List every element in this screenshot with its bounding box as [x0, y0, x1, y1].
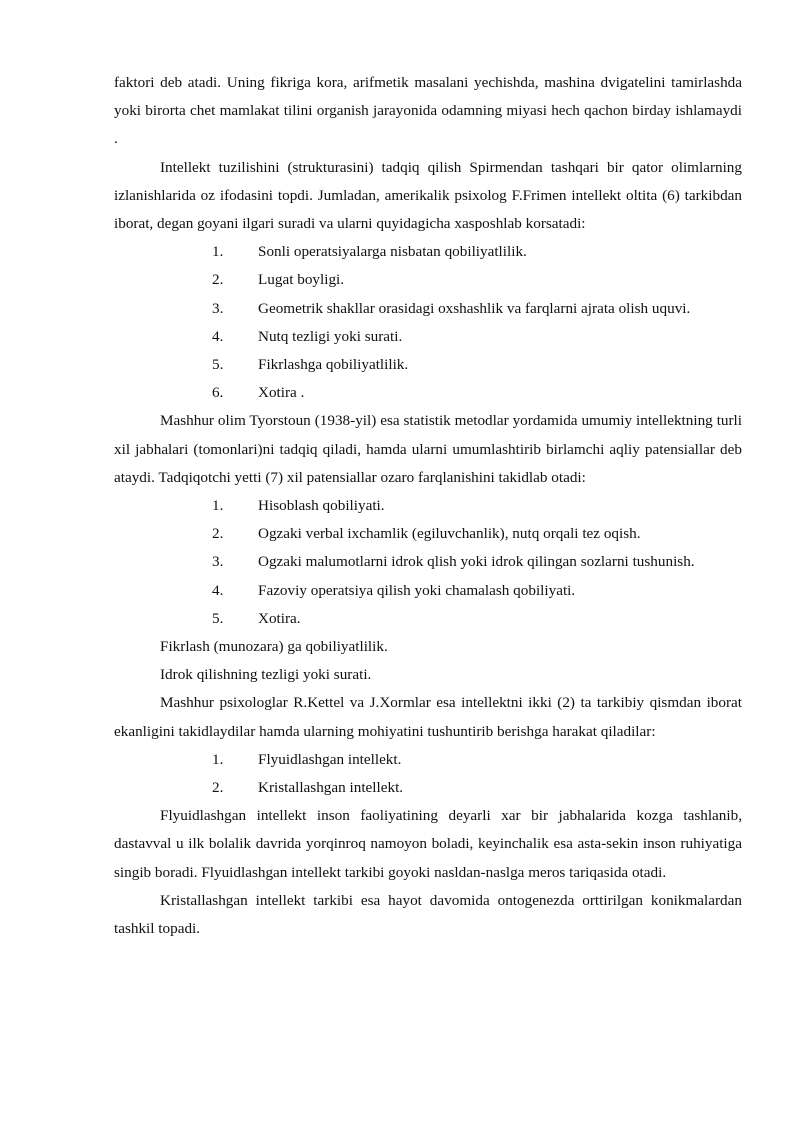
paragraph: faktori deb atadi. Uning fikriga kora, arifmetik masalani yechishda, mashina dvigatelini tamirlashda yoki birorta chet mamlakat tilini organish jarayonida odamning miyasi hech qachon birday ishlamaydi .: [114, 74, 742, 148]
list-item: 3. Geometrik shakllar orasidagi oxshashlik va farqlarni ajrata olish uquvi.: [212, 299, 691, 317]
list-item: 3. Ogzaki malumotlarni idrok qlish yoki idrok qilingan sozlarni tushunish.: [212, 553, 695, 571]
list-item: 1. Flyuidlashgan intellekt.: [212, 750, 402, 768]
paragraph: Kristallashgan intellekt tarkibi esa hayot davomida ontogenezda orttirilgan konikmalardan tashkil topadi.: [114, 891, 742, 938]
list-item: 2. Ogzaki verbal ixchamlik (egiluvchanlik), nutq orqali tez oqish.: [212, 525, 641, 543]
list-freeman: [114, 238, 742, 407]
paragraph: Idrok qilishning tezligi yoki surati.: [160, 666, 372, 684]
list-cattell: [114, 746, 742, 802]
paragraph: Intellekt tuzilishini (strukturasini) tadqiq qilish Spirmendan tashqari bir qator olimlarning izlanishlarida oz ifodasini topdi. Jumladan, amerikalik psixolog F.Frimen intellekt oltita (6) tarkibdan iborat, degan goyani ilgari suradi va ularni quyidagicha xasposhlab korsatadi:: [114, 158, 742, 233]
list-item: 2. Lugat boyligi.: [212, 271, 345, 289]
list-item: 4. Nutq tezligi yoki surati.: [212, 327, 403, 345]
list-item: 4. Fazoviy operatsiya qilish yoki chamalash qobiliyati.: [212, 581, 576, 599]
list-thurstone: [114, 492, 742, 633]
paragraph: Mashhur psixologlar R.Kettel va J.Xormlar esa intellektni ikki (2) ta tarkibiy qismdan iborat ekanligini takidlaydilar hamda ularning mohiyatini tushuntirib berishga harakat qiladilar:: [114, 694, 742, 740]
list-item: 6. Xotira .: [212, 384, 305, 402]
paragraph: Mashhur olim Tyorstoun (1938-yil) esa statistik metodlar yordamida umumiy intellektning turli xil jabhalari (tomonlari)ni tadqiq qiladi, hamda ularni umumlashtirib birlamchi aqliy patensiallar deb ataydi. Tadqiqotchi yetti (7) xil patensiallar ozaro farqlanishini takidlab otadi:: [114, 412, 742, 486]
paragraph: Fikrlash (munozara) ga qobiliyatlilik.: [160, 638, 388, 656]
list-item: 2. Kristallashgan intellekt.: [212, 779, 404, 797]
list-item: 1. Hisoblash qobiliyati.: [212, 497, 385, 515]
list-item: 5. Fikrlashga qobiliyatlilik.: [212, 356, 409, 374]
paragraph: Flyuidlashgan intellekt inson faoliyatining deyarli xar bir jabhalarida kozga tashlanib, dastavval u ilk bolalik davrida yorqinroq namoyon boladi, keyinchalik esa asta-sekin inson ruhiyatiga singib boradi. Flyuidlashgan intellekt tarkibi goyoki nasldan-naslga meros tariqasida otadi.: [114, 807, 742, 881]
list-item: 5. Xotira.: [212, 609, 301, 627]
document-body: [114, 69, 742, 943]
list-item: 1. Sonli operatsiyalarga nisbatan qobiliyatlilik.: [212, 243, 527, 261]
